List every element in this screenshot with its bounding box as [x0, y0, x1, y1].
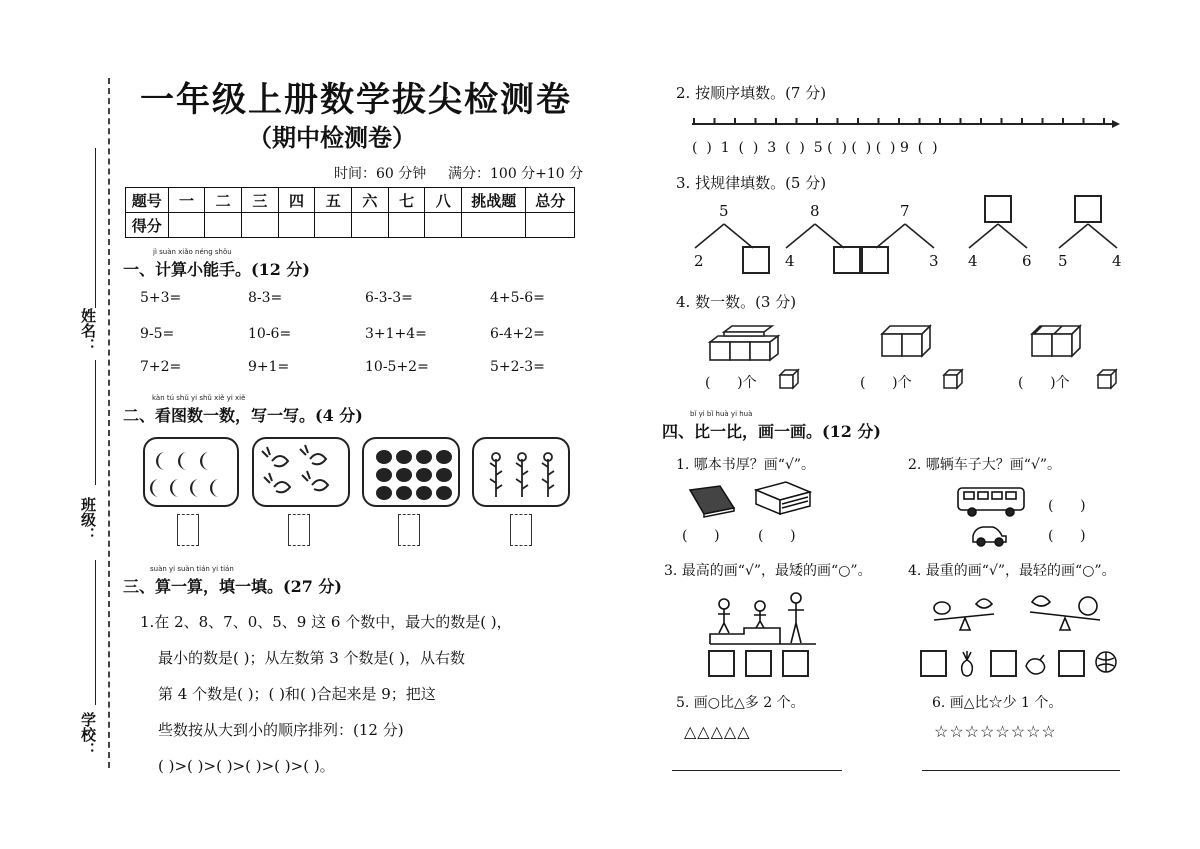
score-input-cell[interactable] — [168, 213, 205, 238]
score-table — [125, 187, 575, 238]
score-cell: 总分 — [526, 188, 575, 213]
s4-q3-title: 3. 最高的画“√”，最矮的画“○”。 — [664, 563, 872, 579]
moon-picture-box — [143, 437, 239, 507]
s4-q5-shapes: △△△△△ — [684, 722, 751, 741]
score-table-header-row — [126, 188, 575, 213]
section4-pinyin: bǐ yi bǐ huà yi huà — [690, 410, 753, 418]
s4-q1-title: 1. 哪本书厚？画“√”。 — [676, 457, 816, 473]
cube-icon — [942, 368, 964, 390]
thin-book-icon — [688, 484, 738, 518]
tree-top-number: 7 — [900, 202, 910, 220]
q1-line: 1.在 2、8、7、0、5、9 这 6 个数中，最大的数是( )， — [140, 613, 512, 631]
score-input-cell[interactable] — [462, 213, 526, 238]
equation: 6-4+2= — [490, 326, 545, 342]
tree-child-number: 5 — [1058, 252, 1068, 270]
q3-title: 3. 找规律填数。(5 分) — [676, 174, 827, 192]
name-underline — [95, 148, 96, 308]
equation: 5+2-3= — [490, 359, 545, 375]
equation: 6-3-3= — [365, 290, 413, 306]
equation: 4+5-6= — [490, 290, 545, 306]
section1-pinyin: jì suàn xiǎo néng shǒu — [153, 248, 232, 256]
pumpkin-icons — [364, 439, 462, 509]
cabbage-icon — [1092, 648, 1120, 678]
shrimp-picture-box — [252, 437, 350, 507]
score-input-cell[interactable] — [425, 213, 462, 238]
score-cell: 二 — [205, 188, 242, 213]
section3-title: 三、算一算，填一填。(27 分) — [123, 577, 342, 596]
score-cell: 八 — [425, 188, 462, 213]
balance-scales-icon — [920, 584, 1115, 636]
car-icon — [970, 520, 1010, 548]
tree-child-box[interactable] — [742, 246, 770, 274]
section2-pinyin: kàn tú shǔ yi shǔ xiě yi xiě — [152, 394, 246, 402]
weight-answer-box-2[interactable] — [990, 650, 1017, 677]
weight-answer-box-3[interactable] — [1058, 650, 1085, 677]
tree-top-number: 8 — [810, 202, 820, 220]
tree-top-box[interactable] — [1074, 195, 1102, 223]
score-input-cell[interactable] — [526, 213, 575, 238]
tree-child-box[interactable] — [833, 246, 861, 274]
s4-q6-title: 6. 画△比☆少 1 个。 — [932, 695, 1063, 711]
moon-icons — [145, 439, 241, 509]
equation: 3+1+4= — [365, 326, 427, 342]
cube-icon — [1096, 368, 1118, 390]
cube-icon — [778, 368, 800, 390]
score-table-score-row — [126, 213, 575, 238]
school-label: 学校： — [79, 712, 97, 757]
score-input-cell[interactable] — [241, 213, 278, 238]
equation: 8-3= — [248, 290, 283, 306]
cube-count-blank-2[interactable]: ( )个 — [860, 375, 912, 391]
score-input-cell[interactable] — [278, 213, 315, 238]
flower-answer-box[interactable] — [510, 514, 532, 546]
score-cell: 四 — [278, 188, 315, 213]
tree-child-number: 2 — [694, 252, 704, 270]
q1-line: 最小的数是( )；从左数第 3 个数是( )，从右数 — [158, 649, 466, 667]
bus-icon — [956, 484, 1028, 518]
height-answer-box-3[interactable] — [782, 650, 809, 677]
page-subtitle: （期中检测卷） — [248, 123, 416, 152]
shrimp-icons — [254, 439, 352, 509]
equation: 5+3= — [140, 290, 182, 306]
q1-line: 些数按从大到小的顺序排列：(12 分) — [158, 721, 404, 739]
score-cell: 挑战题 — [462, 188, 526, 213]
section3-pinyin: suàn yi suàn tián yi tián — [150, 565, 234, 573]
score-row-label: 得分 — [126, 213, 169, 238]
score-input-cell[interactable] — [388, 213, 425, 238]
equation: 9-5= — [140, 326, 175, 342]
section2-title: 二、看图数一数，写一写。(4 分) — [123, 406, 363, 425]
score-cell: 七 — [388, 188, 425, 213]
score-cell: 三 — [241, 188, 278, 213]
q2-sequence: ( ) 1 ( ) 3 ( ) 5 ( ) ( ) ( ) 9 ( ) — [692, 140, 938, 156]
tree-child-number: 3 — [929, 252, 939, 270]
s4-q6-answer-line[interactable] — [922, 770, 1120, 771]
tree-child-number: 4 — [785, 252, 795, 270]
s4-q4-title: 4. 最重的画“√”，最轻的画“○”。 — [908, 563, 1116, 579]
q4-title: 4. 数一数。(3 分) — [676, 293, 797, 311]
equation: 10-5+2= — [365, 359, 429, 375]
full-score-info: 满分：100 分+10 分 — [448, 166, 584, 182]
section4-title: 四、比一比，画一画。(12 分) — [662, 422, 881, 441]
shrimp-answer-box[interactable] — [288, 514, 310, 546]
equation: 7+2= — [140, 359, 182, 375]
score-input-cell[interactable] — [352, 213, 389, 238]
class-label: 班级： — [79, 497, 97, 542]
page-title: 一年级上册数学拔尖检测卷 — [140, 80, 572, 120]
pumpkin-picture-box — [362, 437, 460, 507]
time-info: 时间：60 分钟 — [334, 166, 427, 182]
flower-picture-box — [472, 437, 570, 507]
s4-q6-shapes: ☆☆☆☆☆☆☆☆ — [934, 722, 1057, 741]
s4-q5-title: 5. 画○比△多 2 个。 — [676, 695, 805, 711]
tree-child-number: 4 — [1112, 252, 1122, 270]
vehicle-answer-blank-2[interactable]: ( ) — [1048, 528, 1086, 544]
q1-line: 第 4 个数是( )；( )和( )合起来是 9；把这 — [158, 685, 436, 703]
people-on-steps-icon — [708, 588, 818, 646]
number-line — [692, 116, 1122, 132]
cube-count-blank-1[interactable]: ( )个 — [705, 375, 757, 391]
tree-child-number: 6 — [1022, 252, 1032, 270]
score-cell: 一 — [168, 188, 205, 213]
s4-q5-answer-line[interactable] — [672, 770, 842, 771]
name-label: 姓名： — [79, 308, 97, 353]
radish-icon — [954, 650, 980, 678]
cube-count-blank-3[interactable]: ( )个 — [1018, 375, 1070, 391]
thick-book-icon — [752, 480, 812, 516]
tree-branches — [963, 222, 1033, 252]
flower-icons — [474, 439, 572, 509]
weight-answer-box-1[interactable] — [920, 650, 947, 677]
book-answer-blank-2[interactable]: ( ) — [758, 528, 796, 544]
s4-q2-title: 2. 哪辆车子大？画“√”。 — [908, 457, 1062, 473]
tree-branches — [1053, 222, 1123, 252]
height-answer-box-2[interactable] — [745, 650, 772, 677]
score-cell: 五 — [315, 188, 352, 213]
height-answer-box-1[interactable] — [708, 650, 735, 677]
class-underline — [95, 360, 96, 485]
q1-line: ( )>( )>( )>( )>( )>( )。 — [158, 757, 335, 775]
book-answer-blank-1[interactable]: ( ) — [682, 528, 720, 544]
moon-answer-box[interactable] — [177, 514, 199, 546]
q2-title: 2. 按顺序填数。(7 分) — [676, 84, 827, 102]
score-cell: 题号 — [126, 188, 169, 213]
section1-title: 一、计算小能手。(12 分) — [123, 260, 310, 279]
vehicle-answer-blank-1[interactable]: ( ) — [1048, 498, 1086, 514]
score-input-cell[interactable] — [315, 213, 352, 238]
cube-stack-2 — [880, 322, 940, 362]
tree-child-number: 4 — [968, 252, 978, 270]
eggplant-icon — [1022, 652, 1050, 678]
tree-top-number: 5 — [719, 202, 729, 220]
score-input-cell[interactable] — [205, 213, 242, 238]
score-cell: 六 — [352, 188, 389, 213]
equation: 9+1= — [248, 359, 290, 375]
equation: 10-6= — [248, 326, 292, 342]
binding-line — [108, 78, 110, 768]
pumpkin-answer-box[interactable] — [398, 514, 420, 546]
cube-stack-3 — [1030, 322, 1090, 362]
school-underline — [95, 560, 96, 705]
tree-top-box[interactable] — [984, 195, 1012, 223]
tree-child-box[interactable] — [861, 246, 889, 274]
cube-stack-1 — [708, 320, 788, 364]
